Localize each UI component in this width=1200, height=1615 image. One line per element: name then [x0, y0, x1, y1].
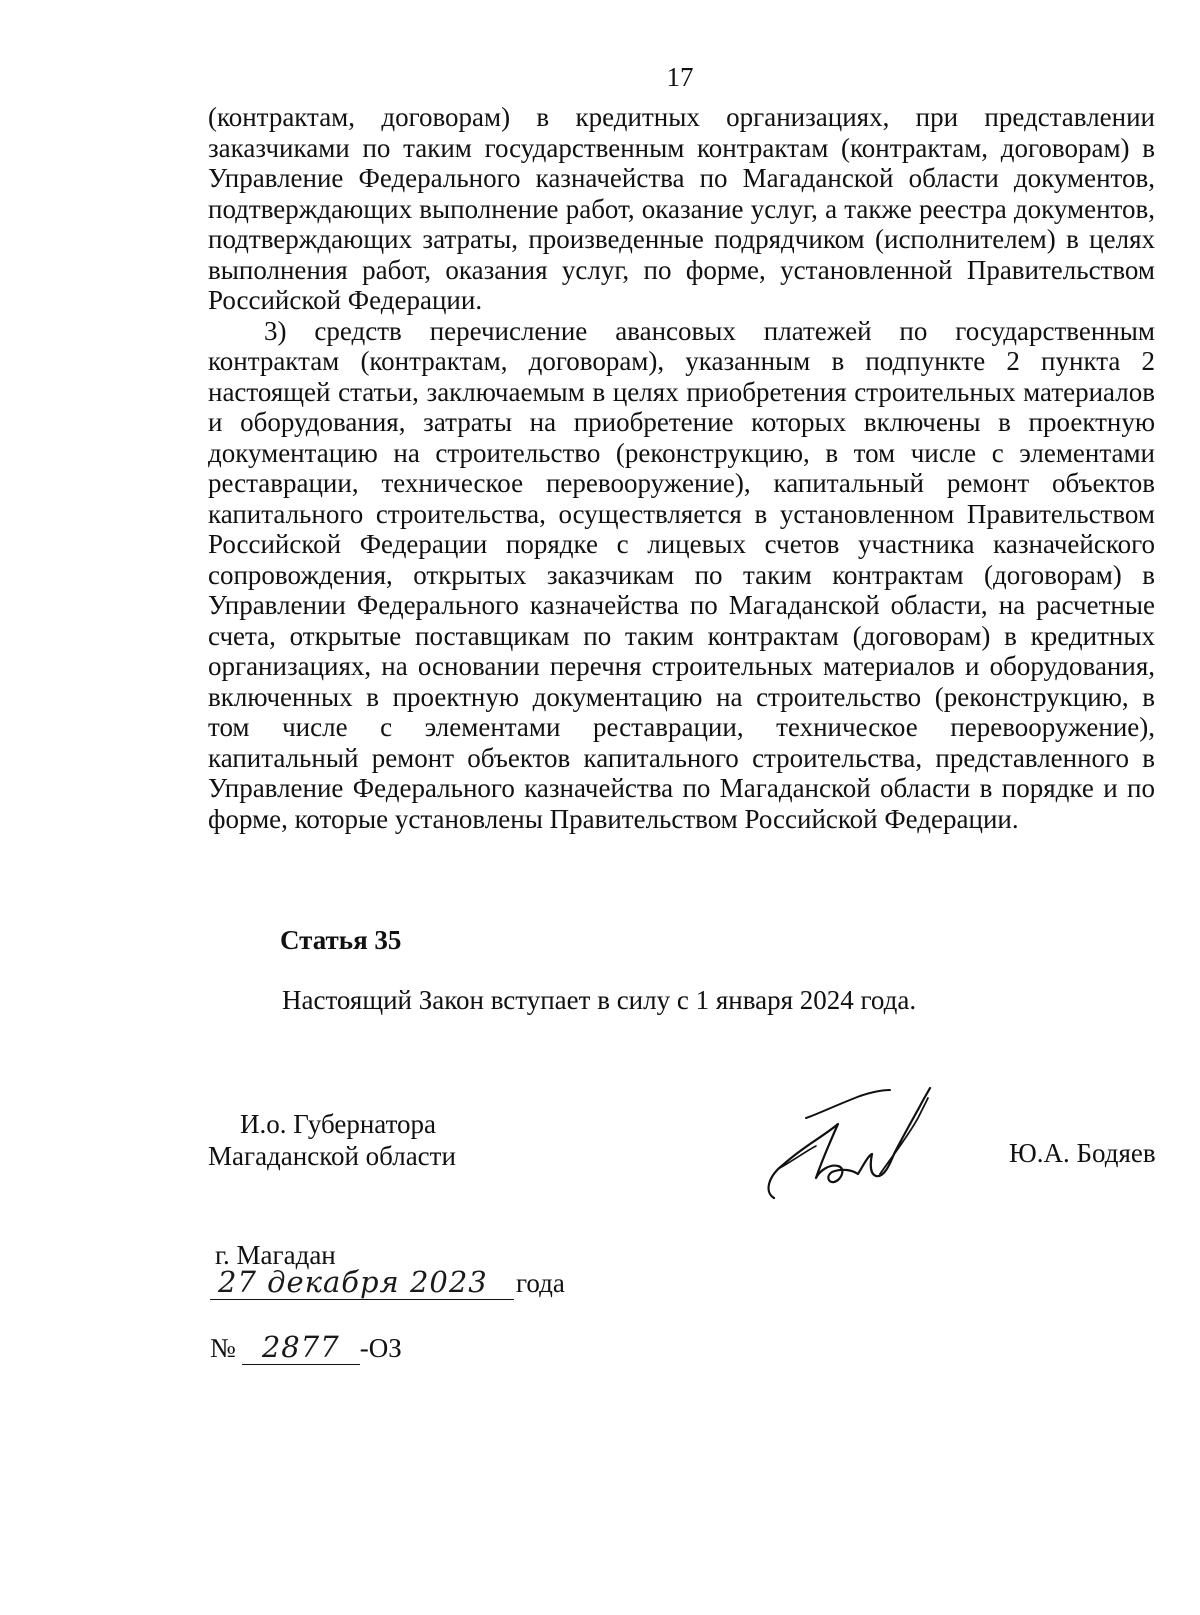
signatory-role-line2: Магаданской области: [208, 1141, 456, 1171]
article-title: Статья 35: [280, 925, 402, 955]
handwritten-law-number: 2877: [242, 1330, 360, 1365]
date-suffix: года: [516, 1268, 565, 1298]
number-sign: №: [210, 1333, 236, 1363]
law-number-suffix: -ОЗ: [359, 1333, 402, 1363]
article-text: Настоящий Закон вступает в силу с 1 января 2024 года.: [282, 985, 917, 1015]
signatory-role-line1: И.о. Губернатора: [240, 1109, 437, 1139]
place-of-signing: г. Магадан: [215, 1240, 336, 1270]
date-row: [210, 1265, 565, 1300]
law-number-row: [210, 1330, 402, 1365]
signatory-name: Ю.А. Бодяев: [1009, 1138, 1156, 1168]
page-number: 17: [666, 62, 694, 92]
body-text: [208, 102, 1155, 834]
handwritten-date: 27 декабря 2023: [210, 1265, 514, 1300]
paragraph-item-3: 3) средств перечисление авансовых платежей по государственным контрактам (контрактам, договорам), указанным в подпункте 2 пункта 2 настоящей статьи, заключаемым в целях приобретения строительных материалов и оборудования, затраты на приобретение которых включены в проектную документацию на строительство (реконструкцию, в том числе с элементами реставрации, техническое перевооружение), капитальный ремонт объектов капитального строительства, осуществляется в установленном Правительством Российской Федерации порядке с лицевых счетов участника казначейского сопровождения, открытых заказчикам по таким контрактам (договорам) в Управлении Федерального казначейства по Магаданской области, на расчетные счета, открытые поставщикам по таким контрактам (договорам) в кредитных организациях, на основании перечня строительных материалов и оборудования, включенных в проектную документацию на строительство (реконструкцию, в том числе с элементами реставрации, техническое перевооружение), капитальный ремонт объектов капитального строительства, представленного в Управление Федерального казначейства по Магаданской области в порядке и по форме, которые установлены Правительством Российской Федерации.: [208, 315, 1155, 834]
signatory-role: [208, 1108, 456, 1172]
paragraph-continuation: (контрактам, договорам) в кредитных организациях, при представлении заказчиками по таким государственным контрактам (контрактам, договорам) в Управление Федерального казначейства по Магаданской области документов, подтверждающих выполнение работ, оказание услуг, а также реестра документов, подтверждающих затраты, произведенные подрядчиком (исполнителем) в целях выполнения работ, оказания услуг, по форме, установленной Правительством Российской Федерации.: [208, 102, 1155, 315]
handwritten-signature: [760, 1084, 935, 1204]
